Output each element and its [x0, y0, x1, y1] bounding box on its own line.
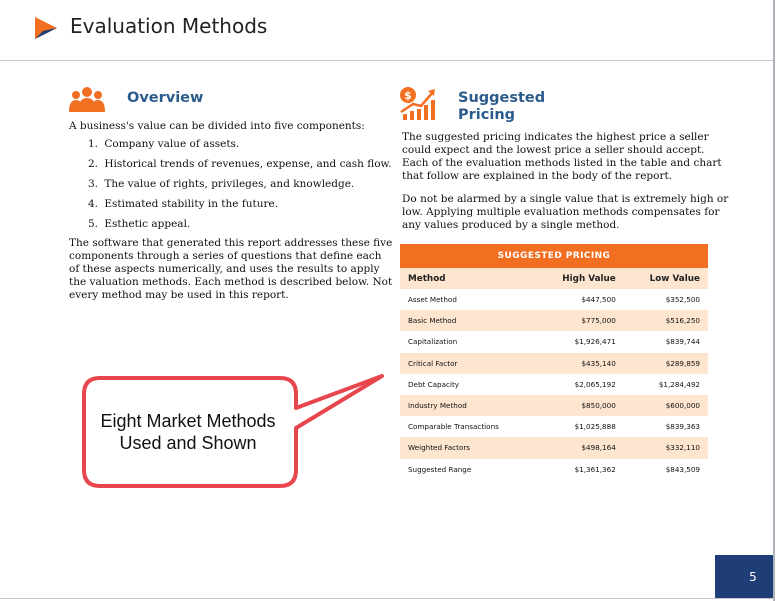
low-value-cell: $839,744	[665, 337, 700, 347]
method-cell: Industry Method	[400, 395, 536, 416]
page-title: Evaluation Methods	[70, 14, 268, 38]
high-value-cell: $2,065,192	[574, 379, 616, 389]
high-value-cell: $775,000	[536, 310, 624, 331]
column-header-low-value: Low Value	[624, 268, 708, 289]
suggested-pricing-heading: Suggested Pricing	[458, 90, 546, 123]
high-value-cell: $447,500	[581, 295, 616, 305]
high-value-cell: $1,926,471	[574, 337, 616, 347]
method-cell: Debt Capacity	[408, 379, 460, 389]
method-cell: Comparable Transactions	[408, 422, 499, 432]
low-value-cell: $332,110	[624, 437, 708, 458]
method-cell: Basic Method	[400, 310, 536, 331]
column-header-method: Method	[400, 268, 536, 289]
low-value-cell: $289,859	[624, 353, 708, 374]
high-value-cell: $850,000	[536, 395, 624, 416]
callout-text: Eight Market Methods Used and Shown	[100, 411, 276, 453]
method-cell: Capitalization	[408, 337, 458, 347]
low-value-cell: $600,000	[624, 395, 708, 416]
pricing-paragraph-1: The suggested pricing indicates the highest price a seller could expect and the lowest price a seller should accept. Each of the evaluation methods listed in the table and chart that follow are explained in the body of the report.	[402, 131, 722, 182]
low-value-cell: $516,250	[624, 310, 708, 331]
method-cell: Suggested Range	[408, 464, 472, 474]
overview-heading: Overview	[127, 90, 204, 106]
svg-text:$: $	[404, 89, 412, 102]
high-value-cell: $1,361,362	[574, 464, 616, 474]
low-value-cell: $1,284,492	[658, 379, 700, 389]
list-item: 3. The value of rights, privileges, and knowledge.	[88, 178, 355, 190]
high-value-cell: $1,025,888	[574, 422, 616, 432]
page-number: 5	[749, 570, 757, 584]
high-value-cell: $498,164	[536, 437, 624, 458]
pricing-paragraph-2: Do not be alarmed by a single value that is extremely high or low. Applying multiple evaluation methods compensates for any values produced by a single method.	[402, 193, 729, 231]
low-value-cell: $843,509	[665, 464, 700, 474]
list-item: 5. Esthetic appeal.	[88, 218, 191, 230]
column-header-high-value: High Value	[536, 268, 624, 289]
list-item: 1. Company value of assets.	[88, 138, 240, 150]
list-item: 4. Estimated stability in the future.	[88, 198, 279, 210]
overview-intro: A business's value can be divided into five components:	[69, 120, 365, 132]
low-value-cell: $352,500	[665, 295, 700, 305]
list-item: 2. Historical trends of revenues, expense, and cash flow.	[88, 158, 392, 170]
method-cell: Critical Factor	[400, 353, 536, 374]
method-cell: Asset Method	[408, 295, 457, 305]
overview-body: The software that generated this report addresses these five components through a series of questions that define each of these aspects numerically, and uses the results to apply the valuation methods. Each method is described below. Not every method may be used in this report.	[69, 237, 393, 301]
low-value-cell: $839,363	[665, 422, 700, 432]
high-value-cell: $435,140	[536, 353, 624, 374]
method-cell: Weighted Factors	[400, 437, 536, 458]
table-title: SUGGESTED PRICING	[400, 244, 708, 268]
